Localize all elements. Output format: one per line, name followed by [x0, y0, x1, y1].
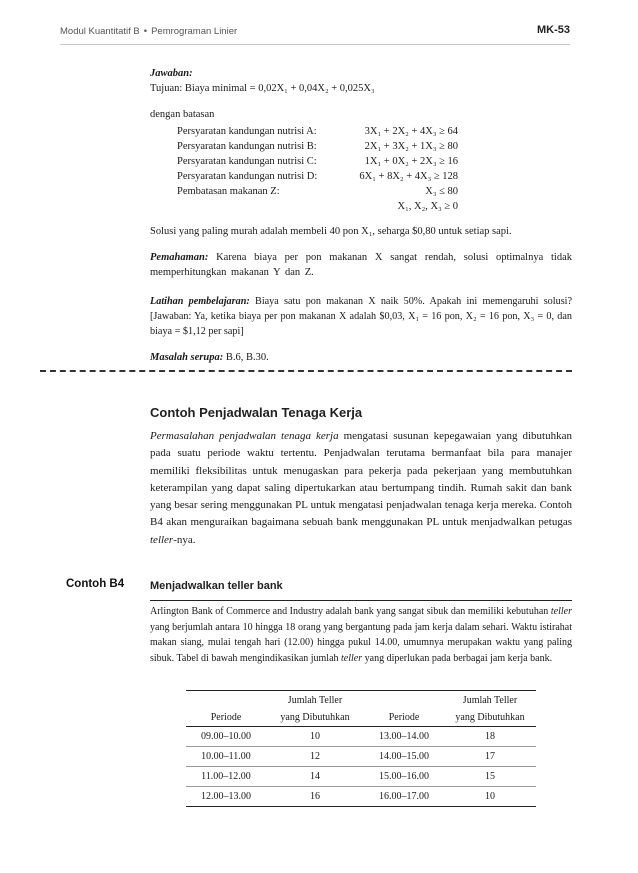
- need-cell: 18: [444, 727, 536, 747]
- section-title: Contoh Penjadwalan Tenaga Kerja: [150, 405, 363, 420]
- period-cell: 11.00–12.00: [186, 767, 266, 787]
- constraint-row: [177, 124, 458, 139]
- similar-text: B.6, B.30.: [225, 352, 269, 363]
- table-row: [186, 767, 536, 787]
- need-cell: 15: [444, 767, 536, 787]
- example-title: Menjadwalkan teller bank: [150, 580, 283, 592]
- constraint-expr: X₃ ≤ 80: [425, 186, 458, 197]
- constraint-label: Persyaratan kandungan nutrisi B:: [177, 141, 317, 152]
- section-teller: teller: [150, 533, 174, 546]
- need-cell: 12: [266, 747, 364, 767]
- constraint-row: [177, 169, 458, 184]
- table-header-row: [186, 707, 536, 727]
- constraint-expr: X₁, X₂, X₃ ≥ 0: [397, 201, 458, 212]
- period-cell: 12.00–13.00: [201, 791, 251, 802]
- need-header-bottom: yang Dibutuhkan: [280, 712, 350, 723]
- answer-label: Jawaban:: [150, 68, 193, 79]
- teller-requirements-table: [186, 690, 536, 807]
- period-cell: 10.00–11.00: [186, 747, 266, 767]
- need-cell: 14: [266, 767, 364, 787]
- constraint-row: [177, 154, 458, 169]
- need-cell: 10: [266, 727, 364, 747]
- constraint-label: Persyaratan kandungan nutrisi D:: [177, 171, 318, 182]
- example-p2: yang berjumlah antara 10 hingga 18 orang yang bergantung pada jam kerja dalam sehari. Waktu istirahat makan siang, mulai tengah hari (12.00) hingga pukul 14.00, umumnya merupakan waktu yang paling sibuk. Tabel di bawah mengindikasikan jumlah: [150, 621, 572, 664]
- table-row: [186, 787, 536, 807]
- module-name: Modul Kuantitatif B: [60, 26, 140, 37]
- example-title-rule: [150, 600, 572, 601]
- table-row: [186, 727, 536, 747]
- solution-text: Solusi yang paling murah adalah membeli 40 pon X₁, seharga $0,80 untuk setiap sapi.: [150, 226, 512, 237]
- constraints-table: [177, 124, 458, 214]
- period-header: Periode: [210, 712, 242, 723]
- exercise-label: Latihan pembelajaran:: [150, 296, 250, 307]
- constraint-label: [177, 199, 348, 214]
- period-cell: 15.00–16.00: [364, 767, 444, 787]
- section-paragraph: [150, 428, 572, 549]
- insight-label: Pemahaman:: [150, 252, 209, 263]
- section-divider: [40, 370, 572, 372]
- constraint-label: Persyaratan kandungan nutrisi C:: [177, 156, 317, 167]
- similar-problems: [150, 350, 572, 365]
- example-teller-2: teller: [341, 652, 363, 664]
- example-paragraph: [150, 604, 572, 666]
- table-header-row: [186, 691, 536, 708]
- constraint-expr: 6X₁ + 8X₂ + 4X₃ ≥ 128: [359, 171, 458, 182]
- exercise-text: Biaya satu pon makanan X naik 50%. Apakah ini memengaruhi solusi? [Jawaban: Ya, ketika biaya per pon makanan X adalah $0,03, X₁ = 16 pon, X₂ = 16 pon, X₃ = 0, dan biaya = $1,12 per sapi]: [150, 296, 573, 337]
- insight-text: Karena biaya per pon makanan X sangat rendah, solusi optimalnya tidak memperhitungkan makanan Y dan Z.: [150, 252, 572, 278]
- need-cell: 10: [485, 791, 495, 802]
- constraints-block: [150, 107, 572, 214]
- example-p1: Arlington Bank of Commerce and Industry adalah bank yang sangat sibuk dan memiliki kebutuhan: [150, 606, 549, 617]
- table-row: [186, 747, 536, 767]
- objective-function: Tujuan: Biaya minimal = 0,02X₁ + 0,04X₂ + 0,025X₃: [150, 83, 375, 94]
- section-tail: -nya.: [173, 533, 196, 546]
- constraint-row: [177, 139, 458, 154]
- need-cell: 16: [310, 791, 320, 802]
- similar-label: Masalah serupa:: [150, 352, 224, 363]
- exercise-note: [150, 294, 572, 339]
- constraint-expr: 2X₁ + 3X₂ + 1X₃ ≥ 80: [364, 141, 458, 152]
- constraint-expr: 1X₁ + 0X₂ + 2X₃ ≥ 16: [364, 156, 458, 167]
- chapter-name: Pemrograman Linier: [151, 26, 238, 37]
- need-header-top: Jumlah Teller: [462, 694, 518, 706]
- period-cell: 14.00–15.00: [364, 747, 444, 767]
- period-cell: 13.00–14.00: [364, 727, 444, 747]
- constraint-row: [177, 184, 458, 199]
- answer-block: [150, 66, 572, 96]
- period-cell: 09.00–10.00: [186, 727, 266, 747]
- constraints-intro: dengan batasan: [150, 109, 215, 120]
- insight-note: [150, 250, 572, 280]
- header-divider: [60, 44, 570, 45]
- constraint-label: Pembatasan makanan Z:: [177, 186, 280, 197]
- need-header-bottom: yang Dibutuhkan: [455, 712, 525, 723]
- page-number: MK-53: [536, 24, 570, 36]
- period-cell: 16.00–17.00: [379, 791, 429, 802]
- constraint-row: [177, 199, 458, 214]
- need-header-top: Jumlah Teller: [287, 694, 343, 706]
- example-p3: yang diperlukan pada berbagai jam kerja bank.: [364, 652, 553, 664]
- period-header: Periode: [388, 712, 420, 723]
- bullet-separator: •: [143, 26, 148, 37]
- section-body: mengatasi susunan kepegawaian yang dibutuhkan pada suatu periode waktu tertentu. Penjadwalan terutama bermanfaat bila para manajer memiliki fleksibilitas untuk menugaskan para pekerja pada pekerjaan yang membutuhkan keterampilan yang dapat saling dipertukarkan atau bertumpang tindih. Rumah sakit dan bank yang besar sering menggunakan PL untuk mengatasi penjadwalan tenaga kerja mereka. Contoh B4 akan menguraikan bagaimana sebuah bank menggunakan PL untuk menjadwalkan petugas: [150, 430, 572, 529]
- section-lead: Permasalahan penjadwalan tenaga kerja: [150, 430, 339, 442]
- running-header: [60, 26, 237, 37]
- constraint-label: Persyaratan kandungan nutrisi A:: [177, 126, 317, 137]
- need-cell: 17: [444, 747, 536, 767]
- example-teller-1: teller: [550, 606, 572, 617]
- constraint-expr: 3X₁ + 2X₂ + 4X₃ ≥ 64: [364, 126, 458, 137]
- example-label: Contoh B4: [66, 578, 125, 590]
